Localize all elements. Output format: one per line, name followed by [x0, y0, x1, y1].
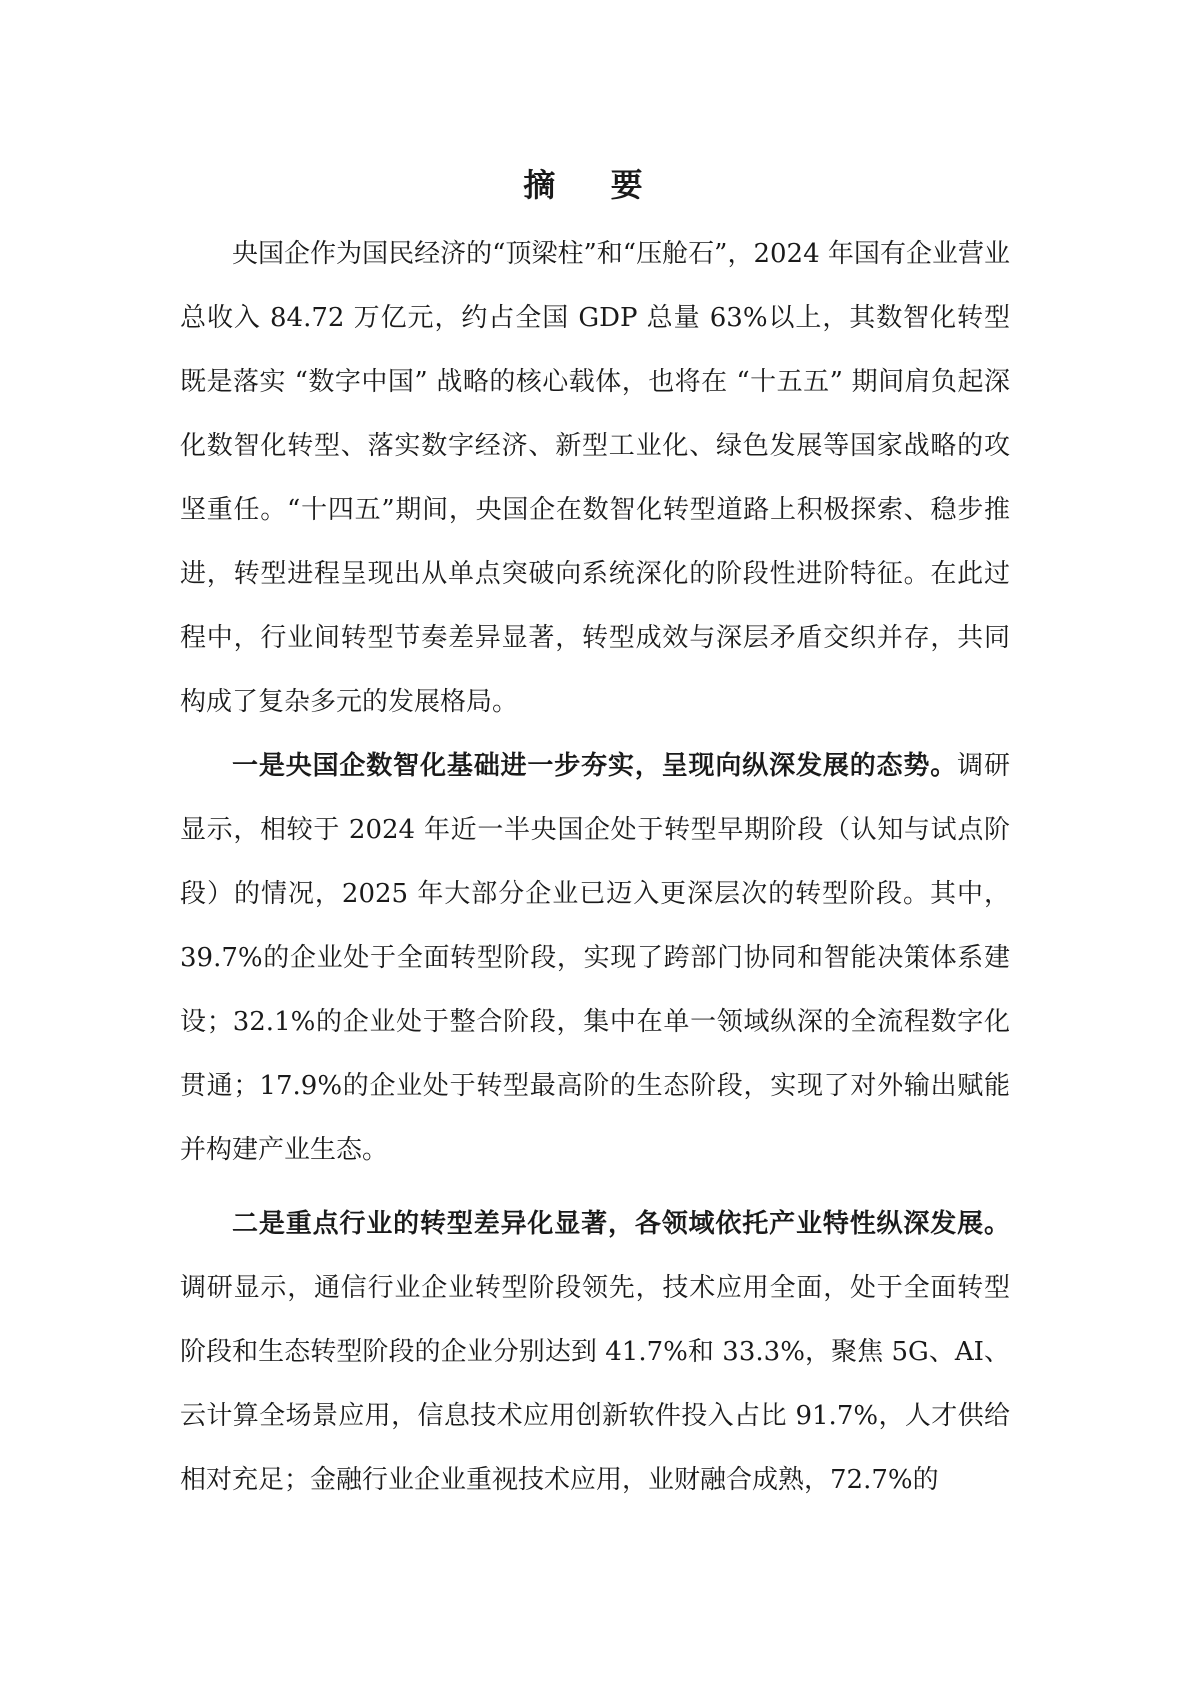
paragraph-point-two-lead: 二是重点行业的转型差异化显著，各领域依托产业特性纵深发展。 [232, 1209, 1010, 1239]
paragraph-point-one-text: 调研显示，相较于 2024 年近一半央国企处于转型早期阶段（认知与试点阶段）的情况，2025 年大部分企业已迈入更深层次的转型阶段。其中，39.7%的企业处于全面转型阶段，实现了跨部门协同和智能决策体系建设；32.1%的企业处于整合阶段，集中在单一领域纵深的全流程数字化贯通；17.9%的企业处于转型最高阶的生态阶段，实现了对外输出赋能并构建产业生态。 [180, 751, 1010, 1165]
paragraph-intro-text: 央国企作为国民经济的“顶梁柱”和“压舱石”，2024 年国有企业营业总收入 84.72 万亿元，约占全国 GDP 总量 63%以上，其数智化转型既是落实 “数字中国” 战略的核心载体，也将在 “十五五” 期间肩负起深化数智化转型、落实数字经济、新型工业化、绿色发展等国家战略的攻坚重任。“十四五”期间，央国企在数智化转型道路上积极探索、稳步推进，转型进程呈现出从单点突破向系统深化的阶段性进阶特征。在此过程中，行业间转型节奏差异显著，转型成效与深层矛盾交织并存，共同构成了复杂多元的发展格局。 [180, 239, 1010, 717]
page-title: 摘 要 [523, 166, 665, 204]
paragraph-point-one [180, 734, 1010, 1182]
document-body [180, 222, 1010, 1512]
paragraph-intro [180, 222, 1010, 734]
paragraph-point-one-lead: 一是央国企数智化基础进一步夯实，呈现向纵深发展的态势。 [232, 751, 958, 781]
paragraph-point-two [180, 1192, 1010, 1512]
paragraph-point-two-text: 调研显示，通信行业企业转型阶段领先，技术应用全面，处于全面转型阶段和生态转型阶段的企业分别达到 41.7%和 33.3%，聚焦 5G、AI、云计算全场景应用，信息技术应用创新软件投入占比 91.7%，人才供给相对充足；金融行业企业重视技术应用，业财融合成熟，72.7%的 [180, 1273, 1010, 1495]
